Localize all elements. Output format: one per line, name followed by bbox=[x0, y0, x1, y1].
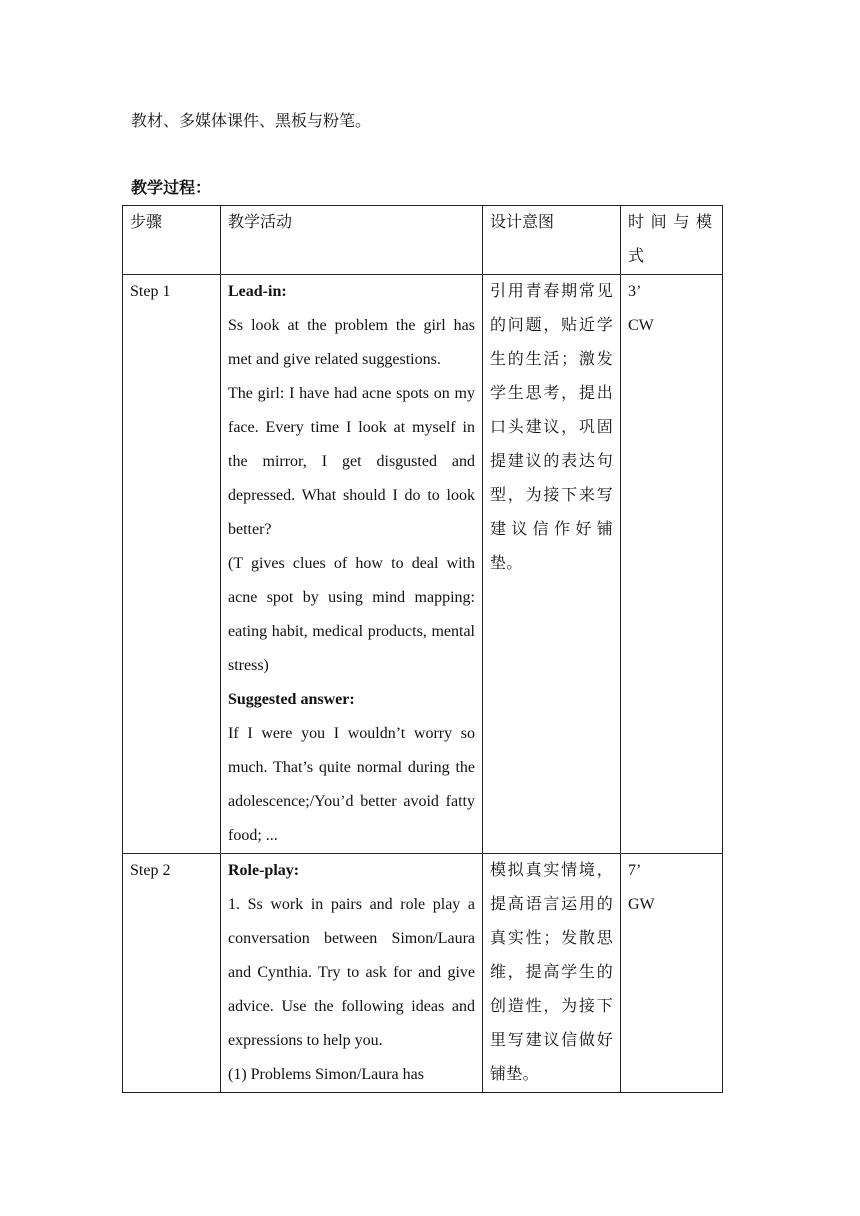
time-value: 7’ bbox=[628, 862, 642, 879]
header-step: 步骤 bbox=[123, 206, 221, 275]
step-cell: Step 1 bbox=[123, 275, 221, 854]
header-intent: 设计意图 bbox=[483, 206, 621, 275]
activity-cell bbox=[221, 854, 483, 1093]
step-cell: Step 2 bbox=[123, 854, 221, 1093]
time-mode-cell bbox=[621, 854, 723, 1093]
table-header-row bbox=[123, 206, 723, 275]
process-title: 教学过程： bbox=[131, 180, 212, 197]
answer-heading: Suggested answer: bbox=[228, 691, 355, 708]
activity-paragraph: The girl: I have had acne spots on my face. Every time I look at myself in the mirror, I get disgusted and depressed. What should I do to look better? bbox=[228, 385, 475, 538]
activity-paragraph: (T gives clues of how to deal with acne spot by using mind mapping: eating habit, medical products, mental stress) bbox=[228, 555, 475, 674]
lesson-plan-table bbox=[122, 205, 723, 1093]
header-activity: 教学活动 bbox=[221, 206, 483, 275]
mode-value: CW bbox=[628, 317, 654, 334]
activity-heading: Lead-in: bbox=[228, 283, 287, 300]
time-value: 3’ bbox=[628, 283, 642, 300]
materials-text: 教材、多媒体课件、黑板与粉笔。 bbox=[131, 113, 372, 130]
header-time-mode: 时间与模式 bbox=[621, 206, 723, 275]
mode-value: GW bbox=[628, 896, 655, 913]
activity-paragraph: (1) Problems Simon/Laura has bbox=[228, 1066, 424, 1083]
intent-cell: 模拟真实情境，提高语言运用的真实性；发散思维，提高学生的创造性，为接下里写建议信做好铺垫。 bbox=[483, 854, 621, 1093]
activity-heading: Role-play: bbox=[228, 862, 300, 879]
table-row bbox=[123, 854, 723, 1093]
activity-paragraph: Ss look at the problem the girl has met and give related suggestions. bbox=[228, 317, 475, 368]
table-row bbox=[123, 275, 723, 854]
activity-cell bbox=[221, 275, 483, 854]
answer-text: If I were you I wouldn’t worry so much. That’s quite normal during the adolescence;/You’d better avoid fatty food; ... bbox=[228, 725, 475, 844]
activity-paragraph: 1. Ss work in pairs and role play a conversation between Simon/Laura and Cynthia. Try to ask for and give advice. Use the following ideas and expressions to help you. bbox=[228, 896, 475, 1049]
intent-cell: 引用青春期常见的问题，贴近学生的生活；激发学生思考，提出口头建议，巩固提建议的表达句型，为接下来写建议信作好铺垫。 bbox=[483, 275, 621, 854]
time-mode-cell bbox=[621, 275, 723, 854]
